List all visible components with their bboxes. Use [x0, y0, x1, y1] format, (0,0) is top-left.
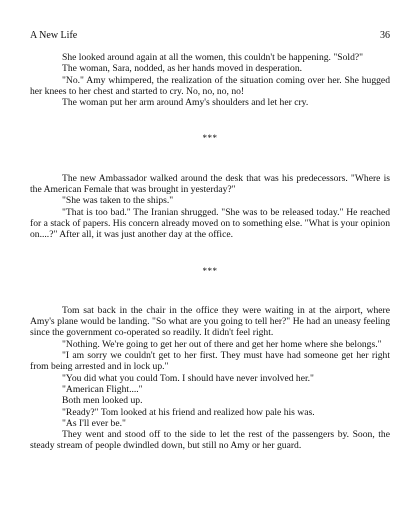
- paragraph: "No." Amy whimpered, the realization of the situation coming over her. She hugged her knees to her chest and started to cry. No, no, no, no!: [30, 74, 390, 97]
- scene-break: ***: [202, 133, 218, 144]
- paragraph: "She was taken to the ships.": [62, 195, 174, 207]
- paragraph: The woman, Sara, nodded, as her hands moved in desperation.: [62, 63, 303, 75]
- spacer: [30, 108, 390, 133]
- paragraph: Tom sat back in the chair in the office they were waiting in at the airport, where Amy's plane would be landing. "So what are you going to tell her?" He had an uneasy feeling since the government co-operated so readily. It didn't feel right.: [30, 304, 390, 339]
- book-title: A New Life: [30, 30, 78, 41]
- paragraph: The new Ambassador walked around the desk that was his predecessors. "Where is the American Female that was brought in yesterday?": [30, 172, 390, 196]
- paragraph: The woman put her arm around Amy's shoulders and let her cry.: [62, 97, 309, 109]
- paragraph: Both men looked up.: [62, 395, 143, 407]
- spacer: [30, 145, 390, 173]
- paragraph: They went and stood off to the side to let the rest of the passengers by. Soon, the steady stream of people dwindled down, but still no Amy or her guard.: [30, 429, 390, 452]
- paragraph: "Ready?" Tom looked at his friend and realized how pale his was.: [62, 406, 315, 418]
- scene-break: ***: [202, 265, 218, 276]
- spacer: [30, 277, 390, 305]
- page-header: [30, 30, 390, 42]
- paragraph: "As I'll ever be.": [62, 417, 126, 429]
- page-body: [30, 52, 390, 452]
- paragraph: "You did what you could Tom. I should have never involved her.": [62, 372, 314, 384]
- paragraph: "American Flight....": [62, 383, 143, 395]
- spacer: [30, 241, 390, 266]
- page-number: 36: [380, 30, 390, 41]
- paragraph: She looked around again at all the women, this couldn't be happening. "Sold?": [62, 52, 364, 63]
- paragraph: "That is too bad." The Iranian shrugged. "She was to be released today." He reached for a stack of papers. His concern already moved on to something else. "What is your opinion on....?" After all, it was just another day at the office.: [30, 206, 390, 241]
- paragraph: "Nothing. We're going to get her out of there and get her home where she belongs.": [62, 338, 382, 350]
- paragraph: "I am sorry we couldn't get to her first. They must have had someone get her right from being arrested and in lock up.": [30, 350, 390, 373]
